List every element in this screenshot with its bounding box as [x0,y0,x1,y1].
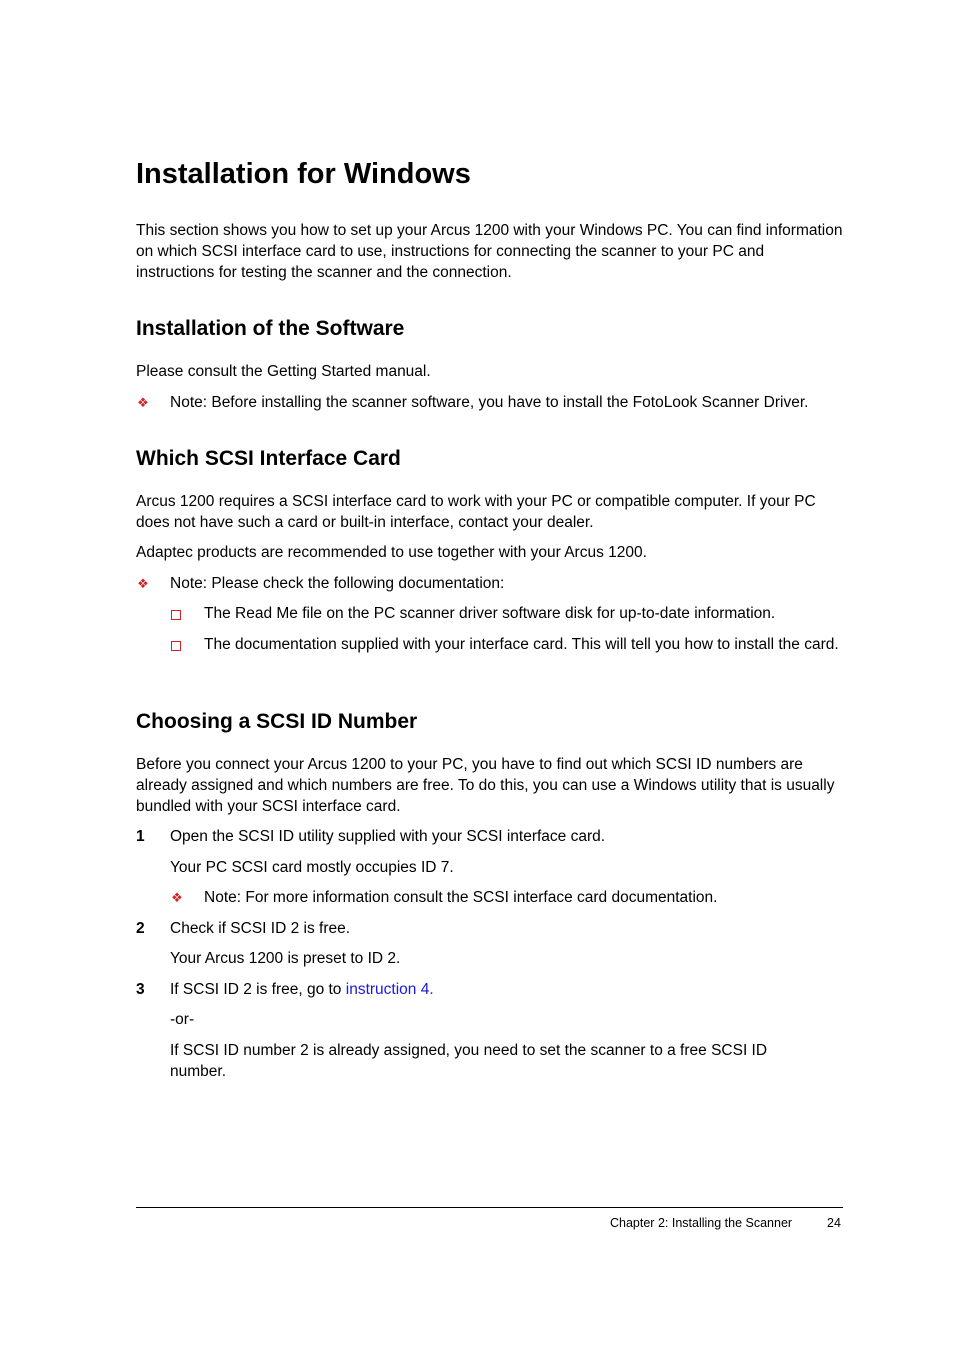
software-note: Note: Before installing the scanner software, you have to install the FotoLook Scanner Driver. [170,394,809,411]
step-number: 2 [136,920,145,937]
square-bullet-icon [170,638,184,652]
step-text: Open the SCSI ID utility supplied with your SCSI interface card. [170,828,606,845]
scsi-card-note: Note: Please check the following documentation: [170,575,505,592]
step-subtext: Your PC SCSI card mostly occupies ID 7. [170,859,454,876]
scsi-id-intro: Before you connect your Arcus 1200 to your PC, you have to find out which SCSI ID numbers are already assigned and which numbers are free. To do this, you can use a Windows utility that is usually bundled with your SCSI interface card. [136,756,835,815]
step-number: 1 [136,828,145,845]
diamond-bullet-icon: ❖ [137,395,149,410]
scsi-card-paragraph-1: Arcus 1200 requires a SCSI interface card to work with your PC or compatible computer. If your PC does not have such a card or built-in interface, contact your dealer. [136,493,816,531]
step-text [170,979,846,1000]
section-heading-scsi-id: Choosing a SCSI ID Number [136,710,418,733]
step-note: Note: For more information consult the SCSI interface card documentation. [204,889,718,906]
section-heading-software: Installation of the Software [136,317,405,340]
diamond-bullet-icon: ❖ [171,890,183,905]
list-item: The Read Me file on the PC scanner driver software disk for up-to-date information. [204,605,776,622]
footer-divider [136,1207,843,1208]
footer-chapter: Chapter 2: Installing the Scanner [610,1216,793,1230]
list-item: The documentation supplied with your interface card. This will tell you how to install the card. [204,636,839,653]
software-text: Please consult the Getting Started manual. [136,363,431,380]
square-bullet-icon [170,607,184,621]
intro-paragraph: This section shows you how to set up your Arcus 1200 with your Windows PC. You can find information on which SCSI interface card to use, instructions for connecting the scanner to your PC and instructions for testing the scanner and the connection. [136,222,843,281]
instruction-4-link[interactable]: instruction 4. [345,981,434,998]
scsi-card-paragraph-2: Adaptec products are recommended to use together with your Arcus 1200. [136,544,647,561]
step-text-prefix: If SCSI ID 2 is free, go to [170,981,346,998]
step-text: Check if SCSI ID 2 is free. [170,920,351,937]
diamond-bullet-icon: ❖ [137,576,149,591]
step-subtext: Your Arcus 1200 is preset to ID 2. [170,950,401,967]
page-number: 24 [827,1216,841,1230]
step-alt-text: If SCSI ID number 2 is already assigned, you need to set the scanner to a free SCSI ID number. [170,1042,768,1080]
step-number: 3 [136,981,145,998]
section-heading-scsi-card: Which SCSI Interface Card [136,447,401,470]
step-or: -or- [170,1011,195,1028]
page-title: Installation for Windows [136,158,471,190]
